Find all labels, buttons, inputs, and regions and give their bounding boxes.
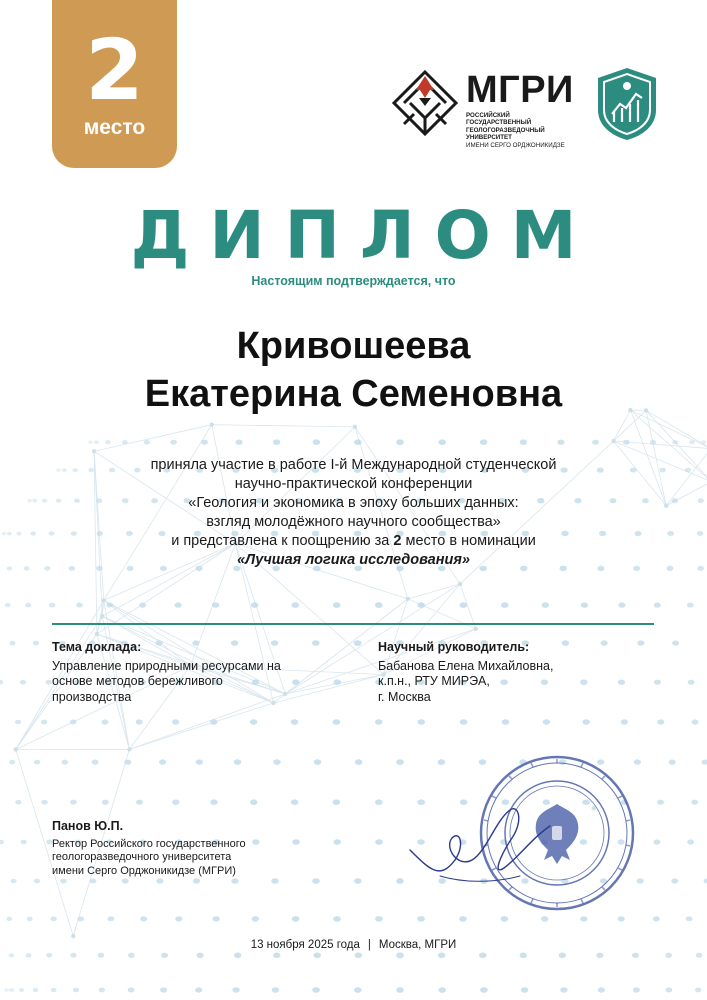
issue-date: 13 ноября 2025 года [250, 939, 360, 951]
nomination-title: «Лучшая логика исследования» [237, 552, 470, 568]
diploma-subtitle: Настоящим подтверждается, что [251, 274, 456, 288]
signature [400, 790, 560, 890]
recipient-surname: Кривошеева [236, 325, 471, 367]
conference-title: взгляд молодёжного научного сообщества» [206, 514, 501, 530]
advisor-text: к.п.н., РТУ МИРЭА, [378, 674, 490, 688]
rector-title: геологоразведочного университета [52, 851, 232, 863]
rector-title: Ректор Российского государственного [52, 837, 246, 850]
issue-place: Москва, МГРИ [378, 939, 457, 951]
award-statement [60, 456, 647, 570]
topic-text: производства [52, 689, 132, 704]
diploma-title: ДИПЛОМ [130, 197, 597, 274]
rector-title: имени Серго Орджоникидзе (МГРИ) [52, 864, 236, 877]
place-word: место [83, 116, 146, 139]
university-name: МГРИ [466, 69, 574, 111]
advisor-text: г. Москва [378, 689, 431, 704]
advisor-block [378, 640, 648, 705]
statement-line: и представлена к поощрению за 2 место в номинации [171, 533, 536, 549]
topic-block [52, 640, 322, 705]
place-badge [52, 0, 177, 168]
topic-label: Тема доклада: [52, 640, 142, 654]
advisor-label: Научный руководитель: [378, 640, 530, 654]
conference-emblem-icon [596, 66, 658, 142]
topic-text: основе методов бережливого [52, 674, 223, 688]
rector-block [52, 820, 332, 878]
rector-name: Панов Ю.П. [52, 819, 124, 833]
footer [0, 939, 707, 951]
footer-separator: | [367, 939, 371, 951]
place-number: 2 [85, 21, 144, 119]
topic-text: Управление природными ресурсами на [52, 658, 281, 673]
university-logo-icon [390, 68, 460, 138]
university-logo [390, 68, 574, 149]
recipient-given-names: Екатерина Семеновна [144, 373, 563, 415]
statement-line: приняла участие в работе I-й Международной студенческой [150, 457, 557, 473]
university-full-name: РОССИЙСКИЙ ГОСУДАРСТВЕННЫЙ ГЕОЛОГОРАЗВЕДОЧНЫЙ УНИВЕРСИТЕТ ИМЕНИ СЕРГО ОРДЖОНИКИДЗЕ [466, 112, 565, 149]
divider [52, 623, 654, 625]
advisor-text: Бабанова Елена Михайловна, [378, 658, 554, 673]
recipient-name [0, 322, 707, 418]
conference-title: «Геология и экономика в эпоху больших данных: [188, 495, 519, 511]
statement-line: научно-практической конференции [234, 476, 473, 492]
